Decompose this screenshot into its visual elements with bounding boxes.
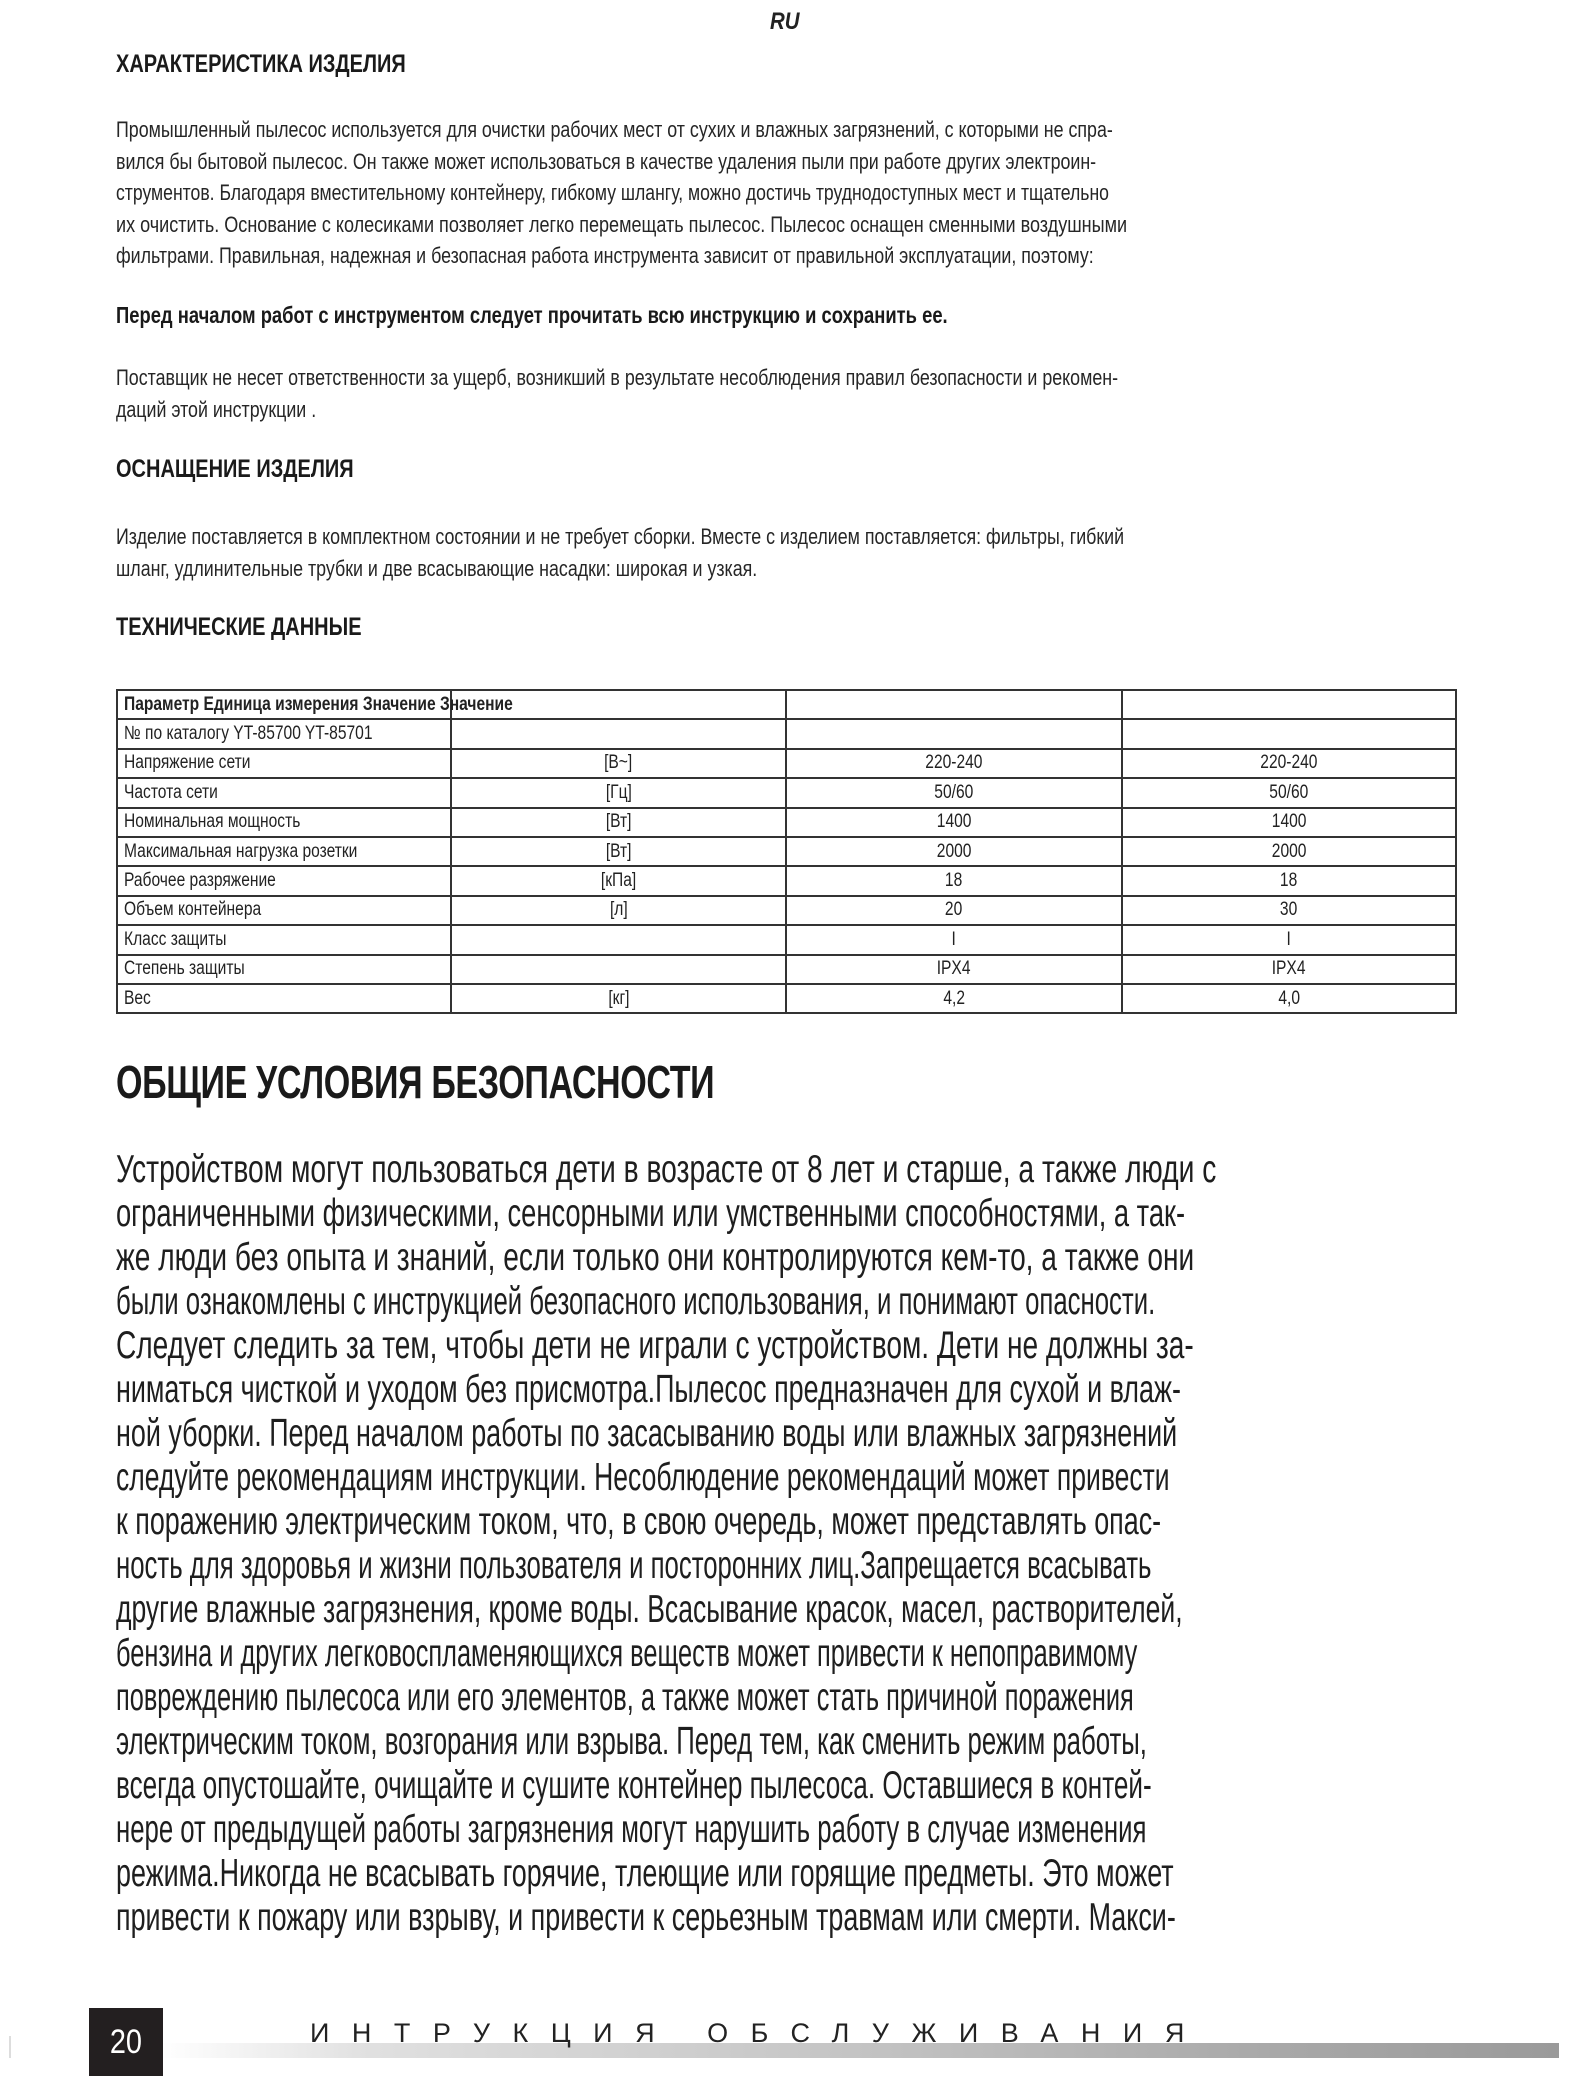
table-row <box>117 984 1456 1013</box>
text-line: к поражению электрическим током, что, в свою очередь, может представлять опас- <box>116 1500 1162 1543</box>
value2-cell <box>1122 778 1456 807</box>
value-text: 30 <box>1280 899 1298 921</box>
param-cell <box>117 778 451 807</box>
language-label: RU <box>770 8 800 35</box>
table-row <box>117 837 1456 866</box>
value-text: I <box>1286 928 1292 950</box>
table-cell <box>1122 690 1456 719</box>
value1-cell <box>786 896 1122 925</box>
section-title-characteristics: ХАРАКТЕРИСТИКА ИЗДЕЛИЯ <box>116 50 406 78</box>
table-row <box>117 808 1456 837</box>
unit-cell <box>451 808 786 837</box>
value-text: 20 <box>945 899 963 921</box>
unit-cell <box>451 866 786 895</box>
table-cell <box>451 719 786 748</box>
text-line: Следует следить за тем, чтобы дети не играли с устройством. Дети не должны за- <box>116 1324 1194 1367</box>
param-text: Вес <box>124 987 151 1009</box>
param-text: Номинальная мощность <box>124 811 301 833</box>
value1-cell <box>786 984 1122 1013</box>
text-line: бензина и других легковоспламеняющихся веществ может привести к непоправимому <box>116 1632 1138 1675</box>
value-text: 2000 <box>1271 840 1307 862</box>
text-line: ограниченными физическими, сенсорными или умственными способностями, а так- <box>116 1192 1186 1235</box>
value-text: I <box>951 928 957 950</box>
text-line: фильтрами. Правильная, надежная и безопасная работа инструмента зависит от правильной эксплуатации, поэтому: <box>116 243 1094 268</box>
page-number <box>89 2008 163 2076</box>
param-text: Напряжение сети <box>124 752 251 774</box>
characteristics-paragraph <box>116 114 1453 272</box>
value-text: 50/60 <box>1269 781 1309 803</box>
value1-cell <box>786 925 1122 954</box>
table-cell <box>1122 719 1456 748</box>
value1-cell <box>786 837 1122 866</box>
text-line: повреждению пылесоса или его элементов, а также может стать причиной поражения <box>116 1676 1134 1719</box>
text-line: электрическим током, возгорания или взрыва. Перед тем, как сменить режим работы, <box>116 1720 1147 1763</box>
text-line: даций этой инструкции . <box>116 396 317 422</box>
value-text: IPX4 <box>937 958 971 980</box>
text-line: струментов. Благодаря вместительному контейнеру, гибкому шлангу, можно достичь труднодоступных мест и тщательно <box>116 180 1109 205</box>
unit-cell <box>451 896 786 925</box>
text-line: ниматься чисткой и уходом без присмотра.Пылесос предназначен для сухой и влаж- <box>116 1368 1181 1411</box>
value2-cell <box>1122 955 1456 984</box>
unit-text: [Гц] <box>605 781 632 803</box>
value-text: 4,2 <box>943 987 965 1009</box>
param-cell <box>117 984 451 1013</box>
table-cell <box>786 690 1122 719</box>
param-cell <box>117 955 451 984</box>
value2-cell <box>1122 837 1456 866</box>
text-line: шланг, удлинительные трубки и две всасывающие насадки: широкая и узкая. <box>116 555 758 581</box>
text-line: режима.Никогда не всасывать горячие, тлеющие или горящие предметы. Это может <box>116 1852 1174 1895</box>
value-text: 1400 <box>1271 811 1307 833</box>
value-text: 4,0 <box>1278 987 1300 1009</box>
param-text: Объем контейнера <box>124 899 262 921</box>
text-line: же люди без опыта и знаний, если только они контролируются кем-то, а также они <box>116 1236 1195 1279</box>
equipment-paragraph <box>116 521 1453 584</box>
param-cell <box>117 749 451 778</box>
param-cell <box>117 866 451 895</box>
text-line: Промышленный пылесос используется для очистки рабочих мест от сухих и влажных загрязнений, с которыми не спра- <box>116 117 1113 142</box>
table-cell-catalog <box>117 719 451 748</box>
table-header-text: Параметр Единица измерения Значение Значение <box>124 693 513 715</box>
table-row <box>117 896 1456 925</box>
unit-text: [кг] <box>607 987 630 1009</box>
value-text: 220-240 <box>925 752 983 774</box>
page-number-text: 20 <box>109 2022 143 2061</box>
value1-cell <box>786 808 1122 837</box>
unit-text: [л] <box>609 899 628 921</box>
param-cell <box>117 925 451 954</box>
table-row <box>117 925 1456 954</box>
value-text: 18 <box>1280 870 1298 892</box>
unit-cell <box>451 749 786 778</box>
table-row <box>117 749 1456 778</box>
edge-mark <box>9 2036 11 2058</box>
text-line: ной уборки. Перед началом работы по засасыванию воды или влажных загрязнений <box>116 1412 1178 1455</box>
unit-cell <box>451 925 786 954</box>
unit-text: [кПа] <box>600 870 637 892</box>
unit-text: [Вт] <box>605 811 632 833</box>
unit-text: [Вт] <box>605 840 632 862</box>
value-text: 50/60 <box>934 781 974 803</box>
value1-cell <box>786 866 1122 895</box>
value1-cell <box>786 749 1122 778</box>
text-line: Изделие поставляется в комплектном состоянии и не требует сборки. Вместе с изделием поставляется: фильтры, гибкий <box>116 524 1125 549</box>
table-row <box>117 955 1456 984</box>
text-line: их очистить. Основание с колесиками позволяет легко перемещать пылесос. Пылесос оснащен сменными воздушными <box>116 211 1128 237</box>
disclaimer-paragraph <box>116 362 1453 425</box>
technical-data-table <box>116 689 1457 1014</box>
text-line: Устройством могут пользоваться дети в возрасте от 8 лет и старше, а также люди с <box>116 1148 1217 1191</box>
text-line: были ознакомлены с инструкцией безопасного использования, и понимают опасности. <box>116 1280 1156 1323</box>
param-text: Максимальная нагрузка розетки <box>124 840 358 862</box>
value2-cell <box>1122 866 1456 895</box>
section-title-safety: ОБЩИЕ УСЛОВИЯ БЕЗОПАСНОСТИ <box>116 1056 715 1108</box>
text-line: ность для здоровья и жизни пользователя и посторонних лиц.Запрещается всасывать <box>116 1544 1152 1587</box>
param-text: Класс защиты <box>124 928 227 950</box>
text-line: Поставщик не несет ответственности за ущерб, возникший в результате несоблюдения правил безопасности и рекомен- <box>116 365 1119 390</box>
text-line: другие влажные загрязнения, кроме воды. Всасывание красок, масел, растворителей, <box>116 1588 1183 1631</box>
unit-cell <box>451 837 786 866</box>
text-line: следуйте рекомендациям инструкции. Несоблюдение рекомендаций может привести <box>116 1456 1170 1499</box>
param-cell <box>117 837 451 866</box>
table-header-row <box>117 690 1456 719</box>
param-text: Рабочее разряжение <box>124 870 276 892</box>
value-text: 1400 <box>936 811 972 833</box>
value-text: IPX4 <box>1272 958 1306 980</box>
section-title-technical-data: ТЕХНИЧЕСКИЕ ДАННЫЕ <box>116 613 362 641</box>
param-cell <box>117 896 451 925</box>
value2-cell <box>1122 808 1456 837</box>
text-line: вился бы бытовой пылесос. Он также может использоваться в качестве удаления пыли при работе других электроин- <box>116 148 1097 174</box>
value-text: 18 <box>945 870 963 892</box>
text-line: нере от предыдущей работы загрязнения могут нарушить работу в случае изменения <box>116 1808 1147 1851</box>
value2-cell <box>1122 925 1456 954</box>
value-text: 2000 <box>936 840 972 862</box>
param-cell <box>117 808 451 837</box>
value2-cell <box>1122 749 1456 778</box>
footer-title: ИНТРУКЦИЯ ОБСЛУЖИВАНИЯ <box>310 2018 1207 2048</box>
value1-cell <box>786 778 1122 807</box>
text-line: всегда опустошайте, очищайте и сушите контейнер пылесоса. Оставшиеся в контей- <box>116 1764 1152 1807</box>
table-row-catalog <box>117 719 1456 748</box>
value2-cell <box>1122 984 1456 1013</box>
table-cell <box>786 719 1122 748</box>
safety-paragraph <box>116 1148 1455 1940</box>
text-line: привести к пожару или взрыву, и привести к серьезным травмам или смерти. Макси- <box>116 1896 1176 1939</box>
value2-cell <box>1122 896 1456 925</box>
unit-cell <box>451 778 786 807</box>
param-text: Степень защиты <box>124 958 245 980</box>
table-row <box>117 866 1456 895</box>
unit-cell <box>451 955 786 984</box>
catalog-text: № по каталогу YT-85700 YT-85701 <box>124 723 373 745</box>
section-title-equipment: ОСНАЩЕНИЕ ИЗДЕЛИЯ <box>116 455 354 483</box>
value1-cell <box>786 955 1122 984</box>
read-instructions-warning: Перед началом работ с инструментом следует прочитать всю инструкцию и сохранить ее. <box>116 302 948 328</box>
param-text: Частота сети <box>124 781 218 803</box>
table-row <box>117 778 1456 807</box>
value-text: 220-240 <box>1260 752 1318 774</box>
unit-cell <box>451 984 786 1013</box>
table-header-cell <box>117 690 513 719</box>
unit-text: [В~] <box>604 752 633 774</box>
